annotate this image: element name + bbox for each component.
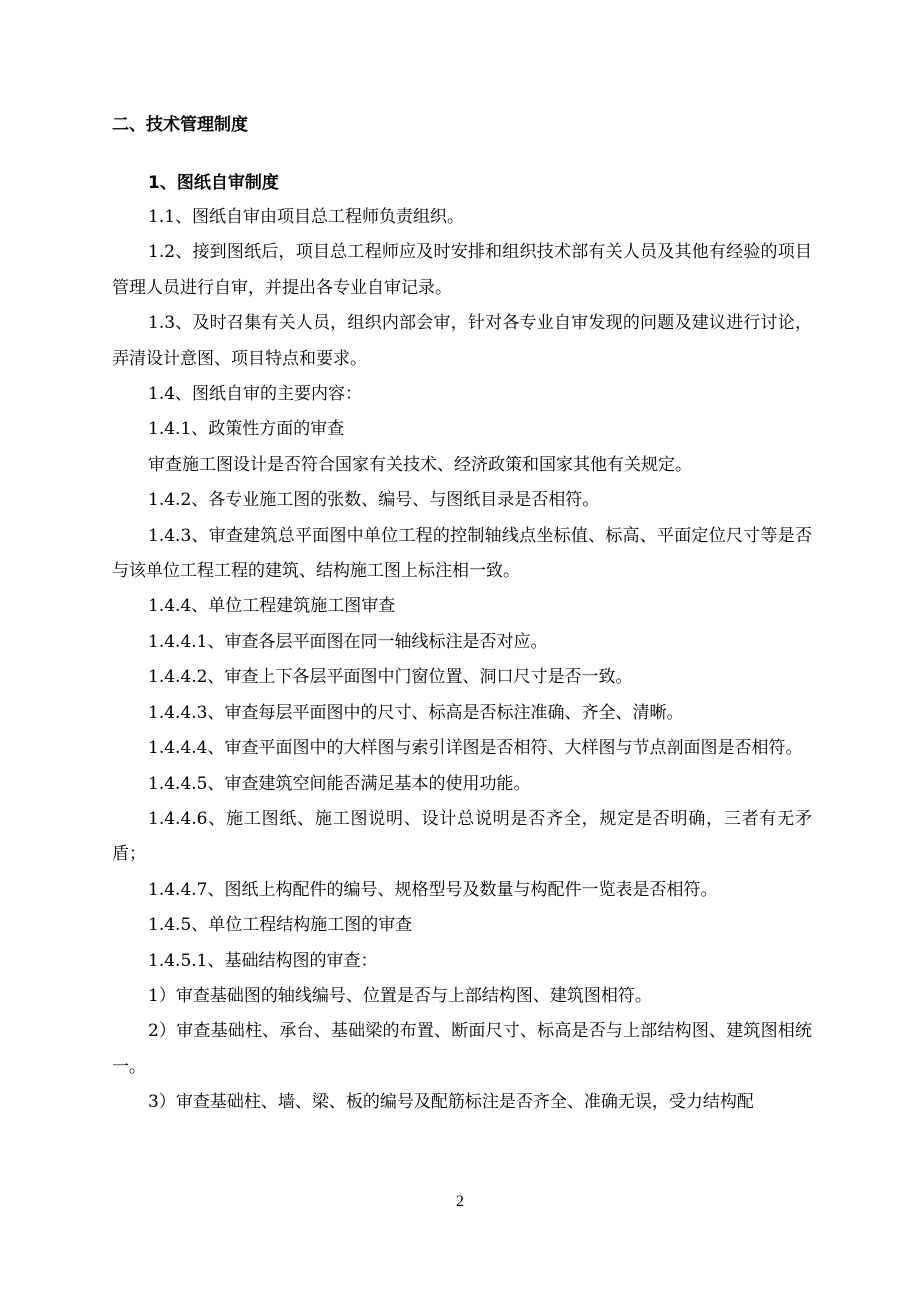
paragraph: 1.4.5.1、基础结构图的审查： — [148, 950, 378, 971]
paragraph: 1.4.4.5、审查建筑空间能否满足基本的使用功能。 — [148, 773, 531, 794]
paragraph: 1.3、及时召集有关人员，组织内部会审，针对各专业自审发现的问题及建议进行讨论，弄清设计意图、项目特点和要求。 — [112, 313, 812, 369]
paragraph: 1.4.5、单位工程结构施工图的审查 — [148, 915, 413, 936]
paragraph: 1.4.4、单位工程建筑施工图审查 — [148, 596, 396, 617]
subsection-title: 1、图纸自审制度 — [148, 173, 279, 193]
paragraph: 1.4.2、各专业施工图的张数、编号、与图纸目录是否相符。 — [148, 490, 600, 511]
page-number: 2 — [456, 1193, 464, 1210]
paragraph: 1.4.4.2、审查上下各层平面图中门窗位置、洞口尺寸是否一致。 — [148, 667, 633, 688]
paragraph: 1.4.3、审查建筑总平面图中单位工程的控制轴线点坐标值、标高、平面定位尺寸等是否与该单位工程工程的建筑、结构施工图上标注相一致。 — [112, 525, 812, 582]
paragraph: 1.4.4.7、图纸上构配件的编号、规格型号及数量与构配件一览表是否相符。 — [148, 879, 718, 900]
section-title: 二、技术管理制度 — [112, 115, 248, 135]
paragraph: 1.4.4.4、审查平面图中的大样图与索引详图是否相符、大样图与节点剖面图是否相符。 — [148, 738, 803, 759]
paragraph: 1）审查基础图的轴线编号、位置是否与上部结构图、建筑图相符。 — [148, 985, 652, 1006]
paragraph: 1.4.4.3、审查每层平面图中的尺寸、标高是否标注准确、齐全、清晰。 — [148, 702, 684, 723]
paragraph: 2）审查基础柱、承台、基础梁的布置、断面尺寸、标高是否与上部结构图、建筑图相统一。 — [112, 1021, 812, 1077]
paragraph: 1.2、接到图纸后，项目总工程师应及时安排和组织技术部有关人员及其他有经验的项目管理人员进行自审，并提出各专业自审记录。 — [112, 242, 812, 298]
paragraph: 1.4.4.6、施工图纸、施工图说明、设计总说明是否齐全，规定是否明确，三者有无矛盾； — [112, 808, 812, 865]
paragraph: 1.4.1、政策性方面的审查 — [148, 419, 345, 440]
body-text — [112, 200, 812, 1121]
paragraph: 1.4、图纸自审的主要内容： — [148, 384, 363, 405]
paragraph: 1.4.4.1、审查各层平面图在同一轴线标注是否对应。 — [148, 631, 548, 652]
paragraph: 审查施工图设计是否符合国家有关技术、经济政策和国家其他有关规定。 — [148, 454, 692, 475]
paragraph: 1.1、图纸自审由项目总工程师负责组织。 — [148, 207, 465, 227]
paragraph: 3）审查基础柱、墙、梁、板的编号及配筋标注是否齐全、准确无误，受力结构配 — [148, 1092, 754, 1113]
